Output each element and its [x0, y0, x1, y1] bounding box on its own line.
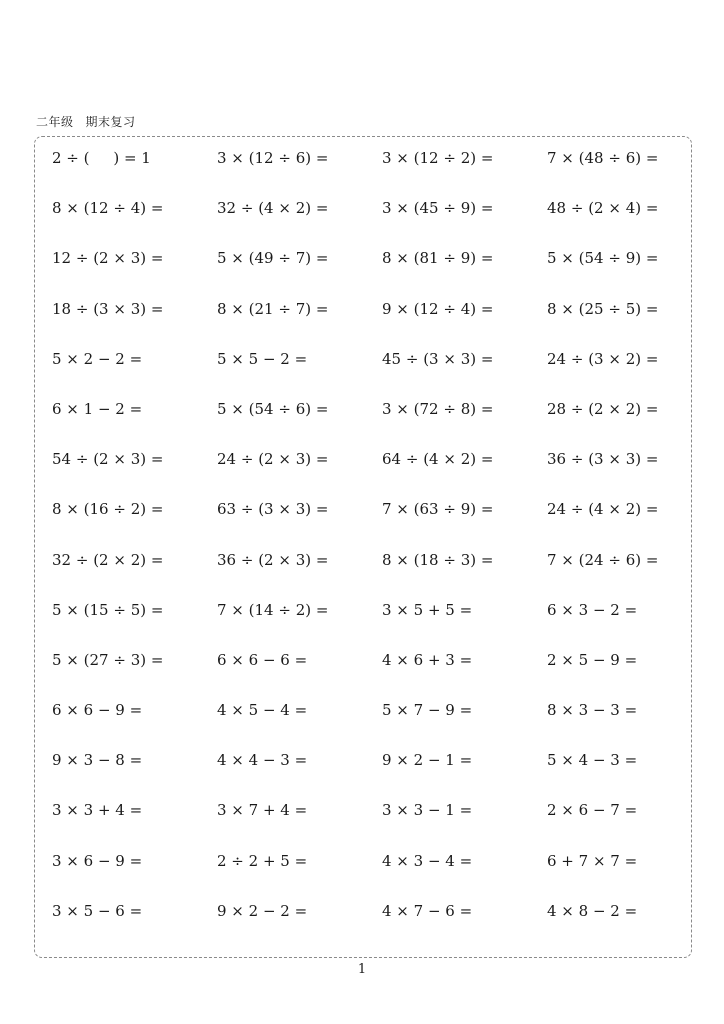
math-problem: 2 × 6 − 7 = [547, 801, 638, 820]
math-problem: 18 ÷ (3 × 3) = [52, 299, 164, 318]
math-problem: 3 × (45 ÷ 9) = [382, 199, 494, 218]
math-problem: 2 × 5 − 9 = [547, 650, 638, 669]
math-problem: 3 × 5 + 5 = [382, 600, 473, 619]
math-problem: 8 × 3 − 3 = [547, 701, 638, 720]
math-problem: 3 × 3 − 1 = [382, 801, 473, 820]
math-problem: 4 × 4 − 3 = [217, 751, 308, 770]
math-problem: 5 × 5 − 2 = [217, 349, 308, 368]
math-problem: 9 × 3 − 8 = [52, 751, 143, 770]
math-problem: 45 ÷ (3 × 3) = [382, 349, 494, 368]
math-problem: 6 × 1 − 2 = [52, 399, 143, 418]
page-number: 1 [357, 962, 367, 977]
worksheet-title: 期末复习 [85, 115, 136, 129]
math-problem: 5 × (54 ÷ 9) = [547, 249, 659, 268]
worksheet-header [36, 113, 136, 130]
math-problem: 7 × (63 ÷ 9) = [382, 500, 494, 519]
math-problem: 32 ÷ (4 × 2) = [217, 199, 329, 218]
math-problem: 8 × (21 ÷ 7) = [217, 299, 329, 318]
math-problem: 5 × 7 − 9 = [382, 701, 473, 720]
math-problem: 6 × 3 − 2 = [547, 600, 638, 619]
math-problem: 48 ÷ (2 × 4) = [547, 199, 659, 218]
math-problem: 3 × (12 ÷ 2) = [382, 149, 494, 167]
math-problem: 6 × 6 − 9 = [52, 701, 143, 720]
math-problem: 7 × (14 ÷ 2) = [217, 600, 329, 619]
math-problem: 8 × (16 ÷ 2) = [52, 500, 164, 519]
math-problem: 3 × 3 + 4 = [52, 801, 143, 820]
math-problem: 2 ÷ 2 + 5 = [217, 851, 308, 870]
math-problem: 63 ÷ (3 × 3) = [217, 500, 329, 519]
math-problem: 9 × (12 ÷ 4) = [382, 299, 494, 318]
math-problem: 8 × (25 ÷ 5) = [547, 299, 659, 318]
math-problem: 6 × 6 − 6 = [217, 650, 308, 669]
math-problem: 9 × 2 − 1 = [382, 751, 473, 770]
math-problem: 6 + 7 × 7 = [547, 851, 638, 870]
math-problem: 4 × 8 − 2 = [547, 901, 638, 920]
math-problem: 3 × 6 − 9 = [52, 851, 143, 870]
math-problem: 3 × (12 ÷ 6) = [217, 149, 329, 167]
math-problem: 2 ÷ ( ) = 1 [52, 149, 151, 167]
math-problem: 5 × (54 ÷ 6) = [217, 399, 329, 418]
math-problem: 32 ÷ (2 × 2) = [52, 550, 164, 569]
math-problem: 3 × 7 + 4 = [217, 801, 308, 820]
math-problem: 8 × (81 ÷ 9) = [382, 249, 494, 268]
math-problem: 5 × (27 ÷ 3) = [52, 650, 164, 669]
math-problem: 54 ÷ (2 × 3) = [52, 450, 164, 469]
math-problem: 7 × (24 ÷ 6) = [547, 550, 659, 569]
math-problem: 8 × (18 ÷ 3) = [382, 550, 494, 569]
math-problem: 12 ÷ (2 × 3) = [52, 249, 164, 268]
math-problem: 36 ÷ (3 × 3) = [547, 450, 659, 469]
math-problem: 24 ÷ (3 × 2) = [547, 349, 659, 368]
math-problem: 5 × (49 ÷ 7) = [217, 249, 329, 268]
math-problem: 8 × (12 ÷ 4) = [52, 199, 164, 218]
math-problem: 4 × 7 − 6 = [382, 901, 473, 920]
math-problem: 24 ÷ (2 × 3) = [217, 450, 329, 469]
math-problem: 36 ÷ (2 × 3) = [217, 550, 329, 569]
math-problem: 4 × 5 − 4 = [217, 701, 308, 720]
math-problem: 64 ÷ (4 × 2) = [382, 450, 494, 469]
math-problem: 4 × 3 − 4 = [382, 851, 473, 870]
math-problem: 5 × 4 − 3 = [547, 751, 638, 770]
math-problem: 24 ÷ (4 × 2) = [547, 500, 659, 519]
math-problem: 3 × 5 − 6 = [52, 901, 143, 920]
math-problem: 9 × 2 − 2 = [217, 901, 308, 920]
math-problem: 7 × (48 ÷ 6) = [547, 149, 659, 167]
math-problem: 5 × (15 ÷ 5) = [52, 600, 164, 619]
problem-grid [52, 142, 692, 945]
math-problem: 28 ÷ (2 × 2) = [547, 399, 659, 418]
grade-label: 二年级 [36, 115, 74, 129]
math-problem: 4 × 6 + 3 = [382, 650, 473, 669]
math-problem: 3 × (72 ÷ 8) = [382, 399, 494, 418]
math-problem: 5 × 2 − 2 = [52, 349, 143, 368]
